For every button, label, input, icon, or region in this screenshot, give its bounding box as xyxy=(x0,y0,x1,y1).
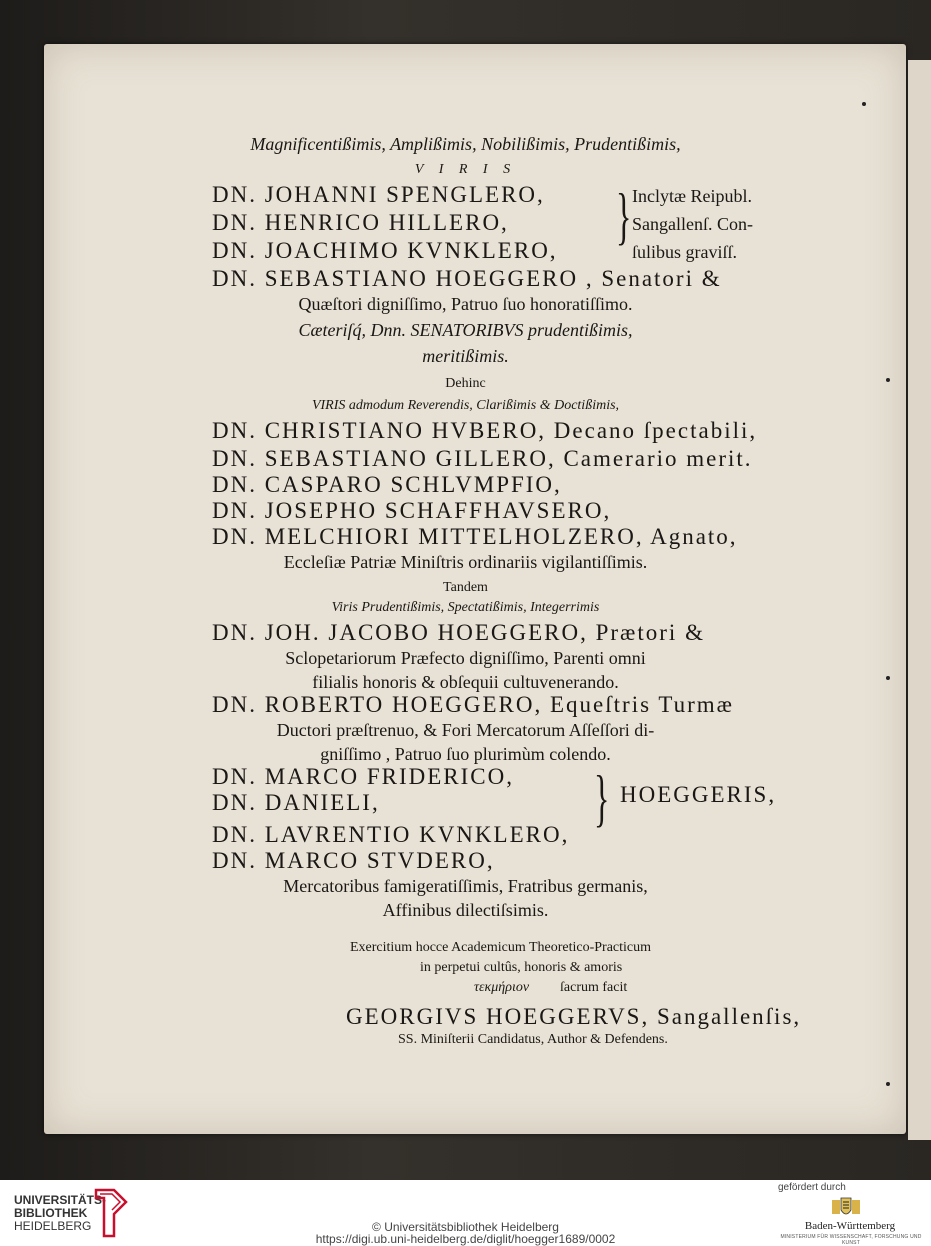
footer-bar xyxy=(0,1180,931,1246)
name-line: DN. CASPARO SCHLVMPFIO, xyxy=(212,472,562,497)
text-line: in perpetui cultûs, honoris & amoris xyxy=(420,960,623,975)
permalink-url[interactable]: https://digi.ub.uni-heidelberg.de/diglit/hoegger1689/0002 xyxy=(315,1232,616,1246)
text-line: Viris Prudentißimis, Spectatißimis, Integerrimis xyxy=(331,600,600,615)
text-line: SS. Miniſterii Candidatus, Author & Defendens. xyxy=(398,1032,668,1047)
text-line: Quæſtori digniſſimo, Patruo ſuo honoratiſſimo. xyxy=(298,294,633,314)
copyright-notice: © Universitätsbibliothek Heidelberg xyxy=(372,1220,559,1234)
dehinc-line: Dehinc xyxy=(445,376,486,391)
name-line: DN. DANIELI, xyxy=(212,790,380,815)
title-line: ſulibus graviſſ. xyxy=(632,242,737,262)
sponsor-ministry: MINISTERIUM FÜR WISSENSCHAFT, FORSCHUNG UND KUNST xyxy=(780,1234,922,1246)
family-name: HOEGGERIS, xyxy=(620,782,777,807)
greek-word: τεκμήριον xyxy=(474,980,530,995)
name-line: DN. SEBASTIANO GILLERO, Camerario merit. xyxy=(212,446,753,471)
text-line: Affinibus dilectiſsimis. xyxy=(382,900,549,920)
sponsor-label: gefördert durch xyxy=(778,1182,846,1193)
title-line: Sangallenſ. Con- xyxy=(632,214,753,234)
title-line: Inclytæ Reipubl. xyxy=(632,186,752,206)
library-name-line: UNIVERSITÄTS- xyxy=(14,1193,107,1207)
name-line: DN. MARCO STVDERO, xyxy=(212,848,495,873)
tandem-line: Tandem xyxy=(443,580,488,595)
text-line: VIRIS admodum Reverendis, Clarißimis & Doctißimis, xyxy=(311,398,620,413)
name-line: DN. LAVRENTIO KVNKLERO, xyxy=(212,822,570,847)
text-line: meritißimis. xyxy=(422,346,509,366)
text-line: Cæteriſq́, Dnn. SENATORIBVS prudentißimis, xyxy=(298,320,633,340)
sponsor-name: Baden-Württemberg xyxy=(804,1220,896,1232)
text-line: Exercitium hocce Academicum Theoretico-Practicum xyxy=(350,940,652,955)
name-line: DN. JOH. JACOBO HOEGGERO, Prætori & xyxy=(212,620,705,645)
coat-of-arms-icon xyxy=(828,1196,864,1218)
text-line: gniſſimo , Patruo ſuo plurimùm colendo. xyxy=(320,744,611,764)
library-name-line: BIBLIOTHEK xyxy=(14,1206,88,1220)
name-line: DN. MARCO FRIDERICO, xyxy=(212,764,514,789)
curly-brace: } xyxy=(616,180,632,251)
name-line: DN. HENRICO HILLERO, xyxy=(212,210,509,235)
text-line: Ductori præſtrenuo, & Fori Mercatorum Aſſeſſori di- xyxy=(276,720,655,740)
text-line: Sclopetariorum Præfecto digniſſimo, Parenti omni xyxy=(285,648,646,668)
name-line: DN. SEBASTIANO HOEGGERO , Senatori & xyxy=(212,266,722,291)
text-line: Eccleſiæ Patriæ Miniſtris ordinariis vigilantiſſimis. xyxy=(283,552,648,572)
library-name-line: HEIDELBERG xyxy=(14,1219,92,1233)
text-line: ſacrum facit xyxy=(560,980,628,995)
name-line: DN. JOSEPHO SCHAFFHAVSERO, xyxy=(212,498,612,523)
name-line: DN. JOHANNI SPENGLERO, xyxy=(212,182,545,207)
name-line: DN. JOACHIMO KVNKLERO, xyxy=(212,238,558,263)
text-line: Mercatoribus famigeratiſſimis, Fratribus germanis, xyxy=(283,876,648,896)
name-line: DN. CHRISTIANO HVBERO, Decano ſpectabili, xyxy=(212,418,758,443)
text-line: filialis honoris & obſequii cultuvenerando. xyxy=(312,672,619,692)
name-line: DN. ROBERTO HOEGGERO, Equeſtris Turmæ xyxy=(212,692,735,717)
dedication-heading: Magnificentißimis, Amplißimis, Nobilißimis, Prudentißimis, xyxy=(250,134,681,154)
name-line: DN. MELCHIORI MITTELHOLZERO, Agnato, xyxy=(212,524,738,549)
author-name: GEORGIVS HOEGGERVS, Sangallenſis, xyxy=(346,1004,802,1029)
viris-line: V I R I S xyxy=(414,162,517,177)
curly-brace: } xyxy=(594,762,610,833)
